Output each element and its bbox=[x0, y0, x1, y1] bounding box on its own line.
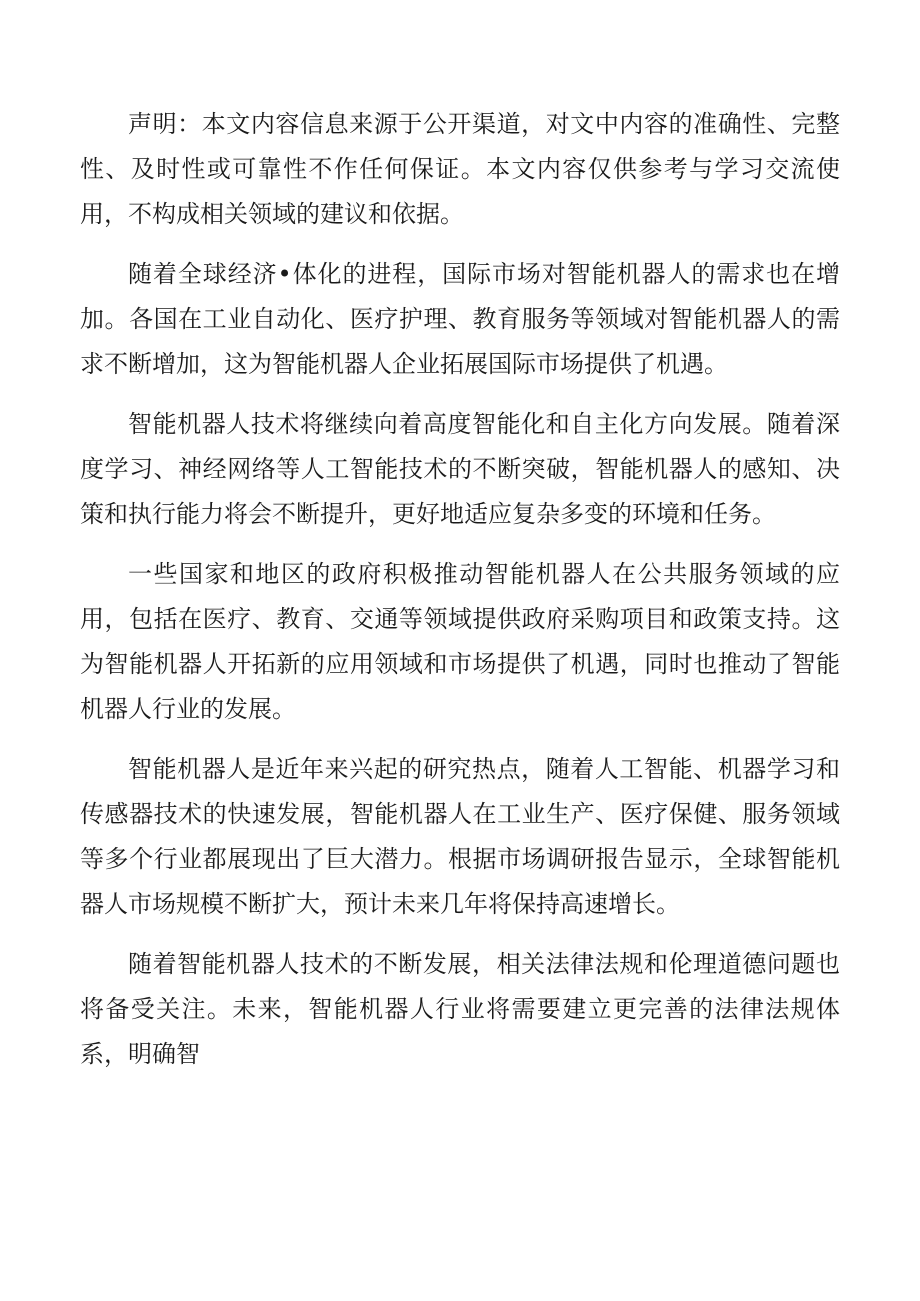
disclaimer-paragraph: 声明：本文内容信息来源于公开渠道，对文中内容的准确性、完整性、及时性或可靠性不作任何保证。本文内容仅供参考与学习交流使用，不构成相关领域的建议和依据。 bbox=[80, 110, 840, 228]
body-paragraph: 智能机器人技术将继续向着高度智能化和自主化方向发展。随着深度学习、神经网络等人工智能技术的不断突破，智能机器人的感知、决策和执行能力将会不断提升，更好地适应复杂多变的环境和任务。 bbox=[80, 410, 840, 528]
document-body bbox=[80, 102, 840, 1092]
body-paragraph: 一些国家和地区的政府积极推动智能机器人在公共服务领域的应用，包括在医疗、教育、交通等领域提供政府采购项目和政策支持。这为智能机器人开拓新的应用领域和市场提供了机遇，同时也推动了智能机器人行业的发展。 bbox=[80, 560, 840, 723]
body-paragraph: 智能机器人是近年来兴起的研究热点，随着人工智能、机器学习和传感器技术的快速发展，智能机器人在工业生产、医疗保健、服务领域等多个行业都展现出了巨大潜力。根据市场调研报告显示，全球智能机器人市场规模不断扩大，预计未来几年将保持高速增长。 bbox=[80, 755, 840, 918]
body-paragraph: 随着全球经济•体化的进程，国际市场对智能机器人的需求也在增加。各国在工业自动化、医疗护理、教育服务等领域对智能机器人的需求不断增加，这为智能机器人企业拓展国际市场提供了机遇。 bbox=[80, 260, 840, 378]
body-paragraph: 随着智能机器人技术的不断发展，相关法律法规和伦理道德问题也将备受关注。未来，智能机器人行业将需要建立更完善的法律法规体系，明确智 bbox=[80, 950, 840, 1068]
